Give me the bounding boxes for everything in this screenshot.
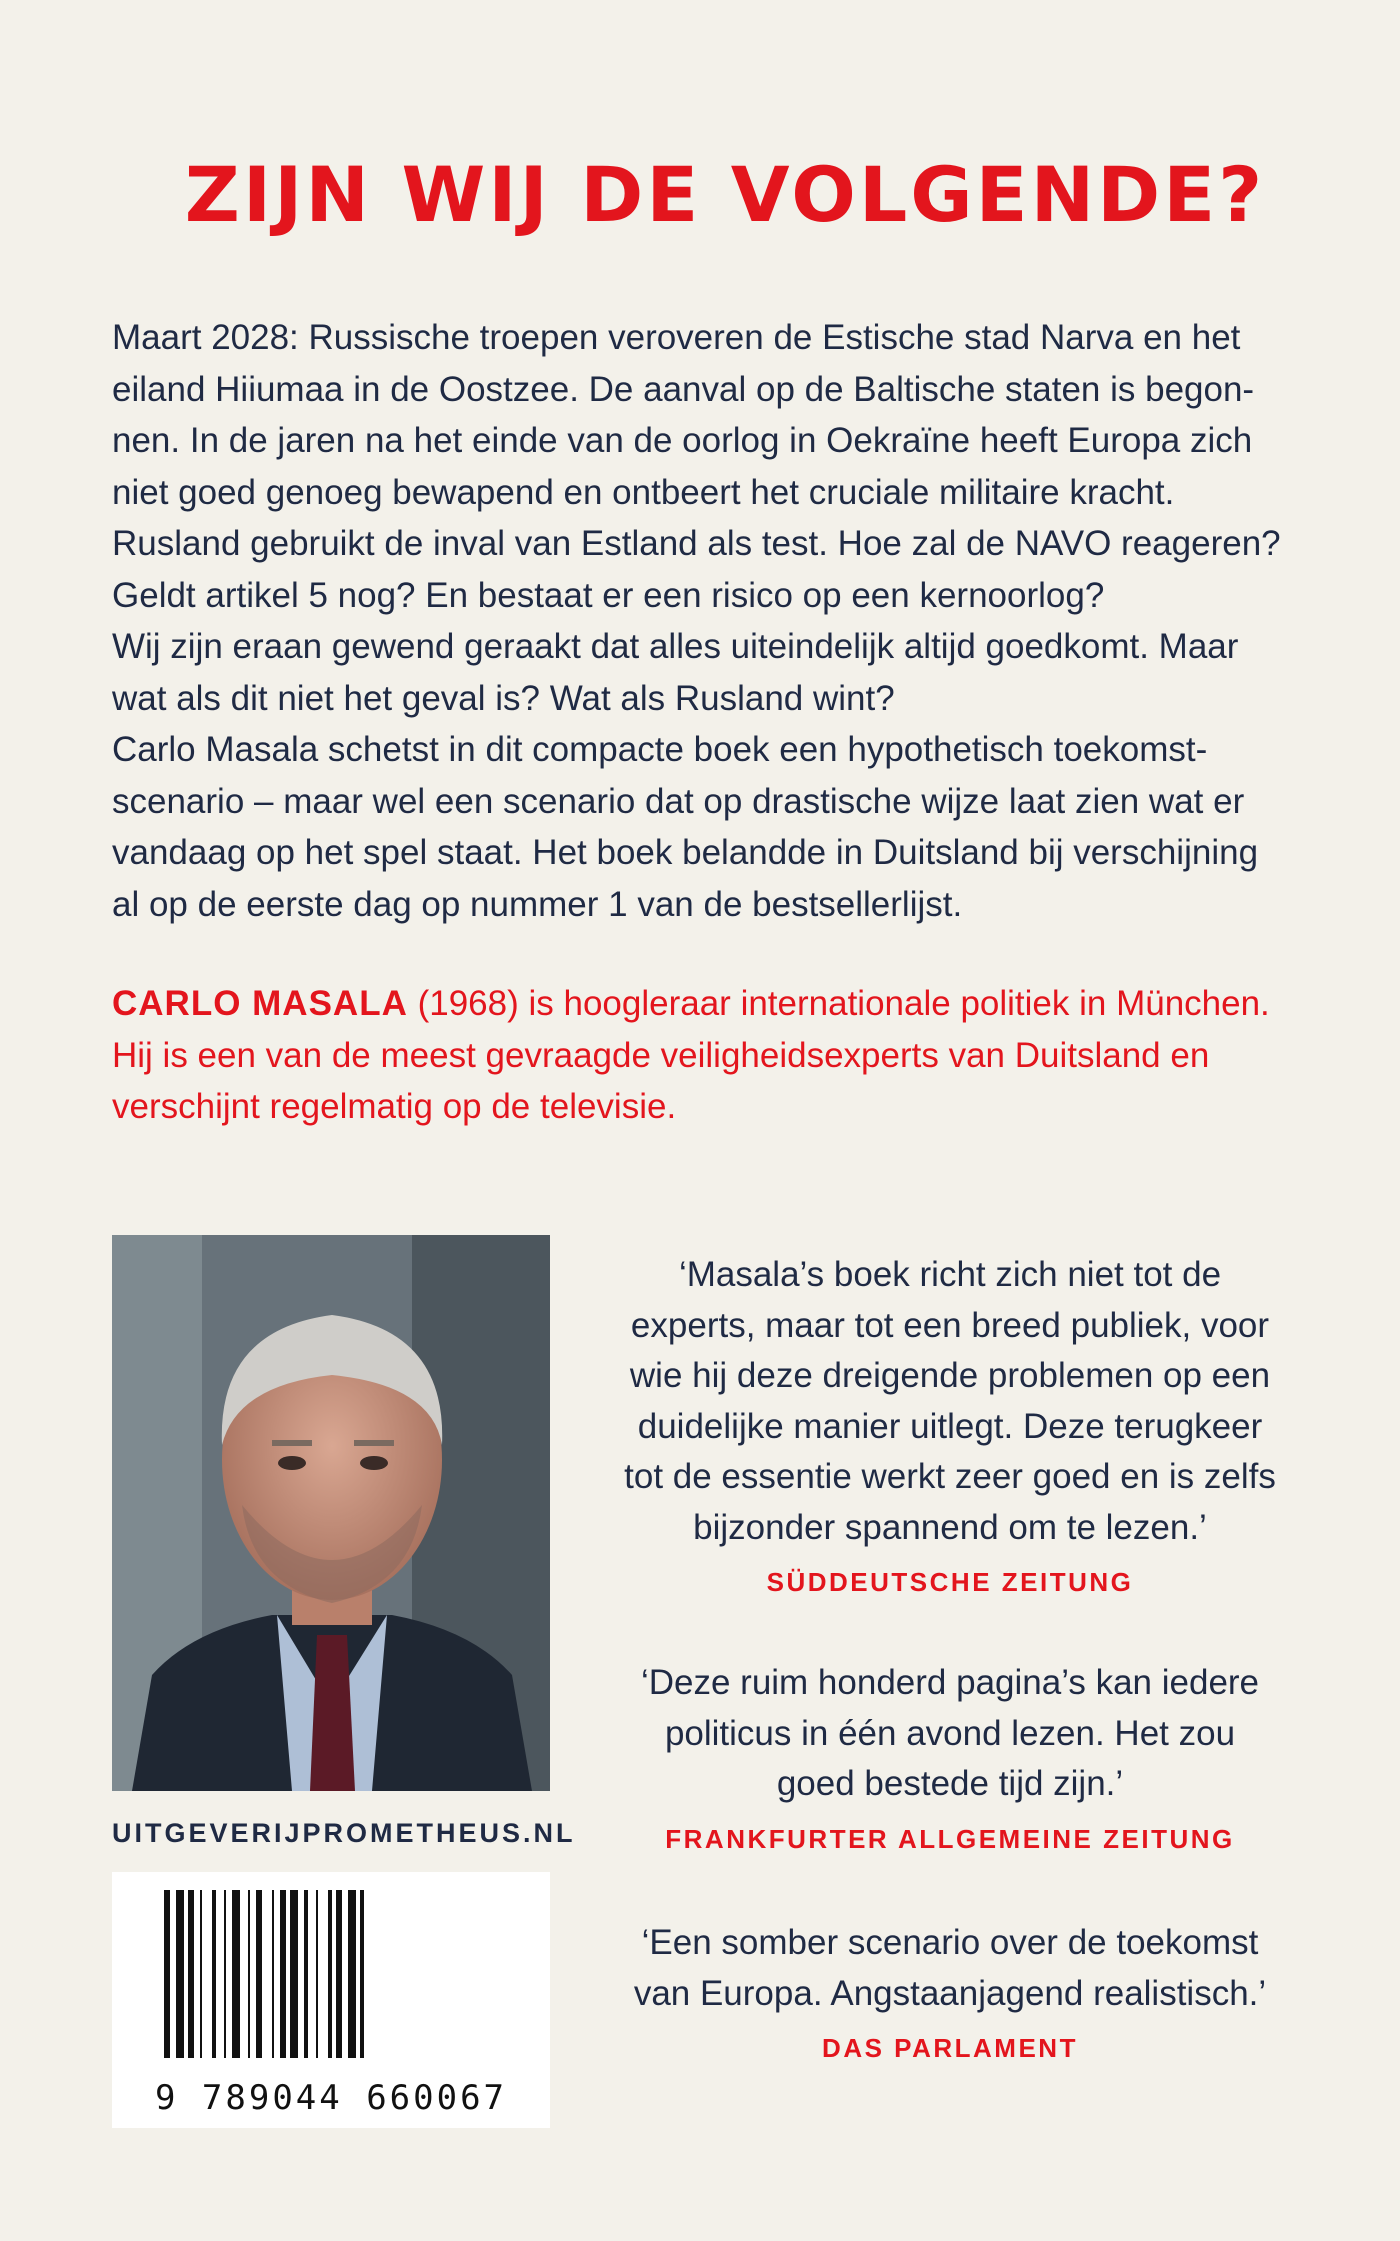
barcode-bar	[316, 1890, 318, 2058]
isbn-number: 9 789044 660067	[154, 2078, 508, 2118]
headline: ZIJN WIJ DE VOLGENDE?	[184, 150, 1266, 239]
barcode-bar	[336, 1890, 342, 2058]
bio-line: Hij is een van de meest gevraagde veiligheidsexperts van Duitsland en	[112, 1035, 1210, 1075]
quote-source: SÜDDEUTSCHE ZEITUNG	[766, 1567, 1134, 1597]
barcode-bar	[328, 1890, 332, 2058]
quote-line: experts, maar tot een breed publiek, voor	[630, 1305, 1270, 1345]
blurb-line: Carlo Masala schetst in dit compacte boek een hypothetisch toekomst-	[112, 730, 1208, 769]
quote-source: DAS PARLAMENT	[822, 2033, 1078, 2063]
bio-line-rest: (1968) is hoogleraar internationale politiek in München.	[407, 984, 1270, 1023]
review-quote	[600, 1918, 1300, 2064]
barcode-bar	[280, 1890, 286, 2058]
barcode-bar	[224, 1890, 226, 2058]
barcode-bar	[176, 1890, 184, 2058]
publisher-url: UITGEVERIJPROMETHEUS.NL	[112, 1818, 576, 1848]
author-portrait-illustration	[112, 1235, 550, 1791]
barcode-bar	[164, 1890, 170, 2058]
barcode-bar	[232, 1890, 240, 2058]
blurb-line: Rusland gebruikt de inval van Estland als test. Hoe zal de NAVO reageren?	[112, 524, 1281, 563]
barcode-bar	[248, 1890, 250, 2058]
barcode-bar	[256, 1890, 262, 2058]
quote-line: goed bestede tijd zijn.’	[776, 1764, 1124, 1803]
blurb-line: niet goed genoeg bewapend en ontbeert het cruciale militaire kracht.	[112, 472, 1175, 512]
review-quote	[600, 1658, 1300, 1855]
barcode-bar	[304, 1890, 308, 2058]
author-name: CARLO MASALA	[112, 984, 408, 1023]
bio-line: verschijnt regelmatig op de televisie.	[112, 1087, 677, 1126]
review-quote	[600, 1250, 1300, 1598]
barcode-bar	[290, 1890, 298, 2058]
blurb-line: Geldt artikel 5 nog? En bestaat er een risico op een kernoorlog?	[112, 575, 1105, 615]
quote-line: ‘Masala’s boek richt zich niet tot de	[678, 1255, 1222, 1294]
author-photo	[112, 1235, 550, 1791]
barcode-bars	[112, 1872, 550, 2072]
quote-line: ‘Een somber scenario over de toekomst	[641, 1923, 1259, 1962]
quote-line: ‘Deze ruim honderd pagina’s kan iedere	[640, 1663, 1260, 1702]
quote-source: FRANKFURTER ALLGEMEINE ZEITUNG	[665, 1823, 1235, 1854]
bio-line	[112, 978, 1312, 1030]
barcode-bar	[360, 1890, 364, 2058]
quote-line: politicus in één avond lezen. Het zou	[664, 1713, 1236, 1753]
author-bio	[112, 978, 1312, 1133]
quote-line: tot de essentie werkt zeer goed en is zelfs	[624, 1457, 1276, 1496]
blurb-line: wat als dit niet het geval is? Wat als Rusland wint?	[112, 678, 895, 718]
blurb-line: al op de eerste dag op nummer 1 van de bestsellerlijst.	[112, 884, 963, 924]
blurb-line: Wij zijn eraan gewend geraakt dat alles uiteindelijk altijd goedkomt. Maar	[112, 627, 1239, 666]
blurb-line: scenario – maar wel een scenario dat op drastische wijze laat zien wat er	[112, 781, 1245, 821]
quote-line: duidelijke manier uitlegt. Deze terugkeer	[637, 1406, 1263, 1446]
barcode-bar	[272, 1890, 274, 2058]
blurb-line: Maart 2028: Russische troepen veroveren de Estische stad Narva en het	[112, 318, 1241, 357]
barcode-bar	[200, 1890, 202, 2058]
barcode-bar	[348, 1890, 356, 2058]
blurb-line: eiland Hiiumaa in de Oostzee. De aanval op de Baltische staten is begon-	[112, 369, 1255, 409]
blurb-line: vandaag op het spel staat. Het boek belandde in Duitsland bij verschijning	[112, 833, 1259, 872]
quote-line: wie hij deze dreigende problemen op een	[629, 1356, 1271, 1395]
barcode-bar	[212, 1890, 216, 2058]
barcode-bar	[188, 1890, 194, 2058]
blurb-line: nen. In de jaren na het einde van de oorlog in Oekraïne heeft Europa zich	[112, 421, 1253, 460]
barcode	[112, 1872, 550, 2128]
blurb	[112, 312, 1302, 930]
quote-line: van Europa. Angstaanjagend realistisch.’	[633, 1973, 1267, 2013]
quote-line: bijzonder spannend om te lezen.’	[693, 1507, 1207, 1547]
